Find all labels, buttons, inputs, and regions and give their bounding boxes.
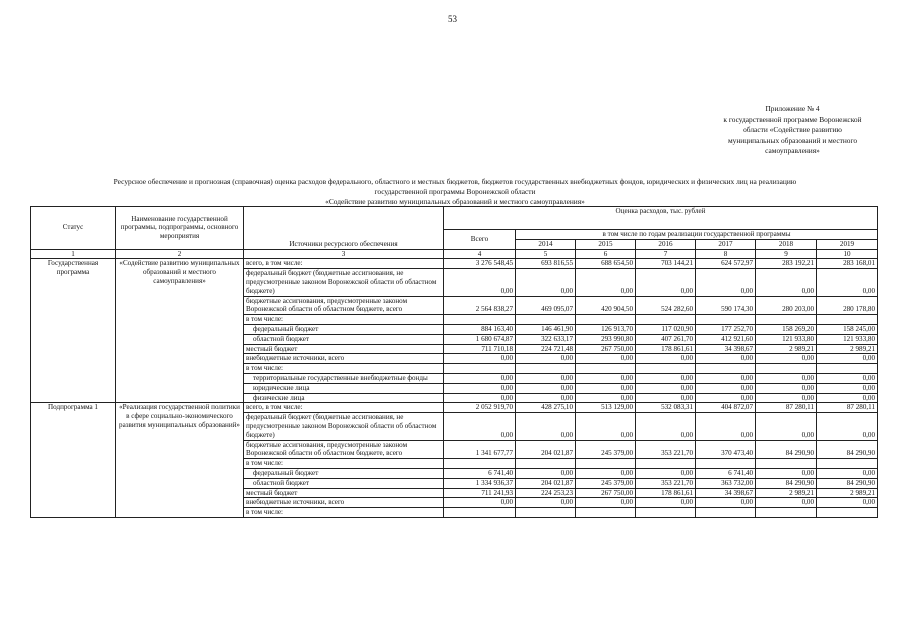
column-number: 9	[756, 249, 817, 259]
value-year: 126 913,70	[576, 324, 636, 334]
value-year: 0,00	[576, 383, 636, 393]
header-total: Всего	[444, 230, 516, 250]
value-year: 370 473,40	[696, 440, 756, 459]
appendix-line: муниципальных образований и местного	[727, 135, 858, 145]
value-year	[636, 459, 696, 469]
value-year: 0,00	[576, 498, 636, 508]
value-year: 0,00	[756, 393, 817, 403]
column-number: 8	[696, 249, 756, 259]
value-year: 2 989,21	[817, 488, 878, 498]
value-year: 0,00	[696, 498, 756, 508]
value-year: 0,00	[516, 498, 576, 508]
source-label: в том числе:	[244, 459, 444, 469]
source-label: федеральный бюджет (бюджетные ассигнования, не предусмотренные законом Воронежской области об областном бюджете)	[244, 269, 444, 296]
value-year: 0,00	[516, 468, 576, 478]
value-year: 0,00	[576, 269, 636, 296]
value-year	[756, 459, 817, 469]
value-year: 0,00	[817, 468, 878, 478]
header-year: 2017	[696, 239, 756, 249]
value-year	[696, 364, 756, 374]
table-row	[31, 403, 878, 413]
value-year: 590 174,30	[696, 296, 756, 315]
value-year: 0,00	[696, 413, 756, 440]
value-year: 412 921,60	[696, 334, 756, 344]
source-label: в том числе:	[244, 364, 444, 374]
value-total: 0,00	[444, 383, 516, 393]
value-year: 0,00	[576, 373, 636, 383]
value-year: 121 933,80	[756, 334, 817, 344]
value-year: 0,00	[817, 393, 878, 403]
value-year: 178 861,61	[636, 344, 696, 354]
value-year: 0,00	[636, 354, 696, 364]
source-label: бюджетные ассигнования, предусмотренные законом Воронежской области об областном бюджете, всего	[244, 296, 444, 315]
value-total	[444, 459, 516, 469]
value-year: 84 290,90	[817, 478, 878, 488]
column-number: 6	[576, 249, 636, 259]
table-body	[31, 259, 878, 518]
value-total: 0,00	[444, 393, 516, 403]
page-number: 53	[448, 14, 457, 24]
value-year: 224 721,48	[516, 344, 576, 354]
value-total: 0,00	[444, 269, 516, 296]
value-year: 624 572,97	[696, 259, 756, 269]
value-year	[576, 364, 636, 374]
value-year: 404 872,07	[696, 403, 756, 413]
source-label: в том числе:	[244, 315, 444, 325]
value-year: 0,00	[636, 468, 696, 478]
appendix-line: самоуправления»	[765, 146, 820, 156]
value-year: 2 989,21	[756, 488, 817, 498]
title-line: Ресурсное обеспечение и прогнозная (справочная) оценка расходов федерального, областного и местных бюджетов, бюджетов государственных внебюджетных фондов, юридических и физических лиц на реализацию	[113, 177, 797, 186]
source-label: в том числе:	[244, 508, 444, 518]
value-year: 0,00	[636, 413, 696, 440]
column-number: 1	[31, 249, 116, 259]
value-year: 0,00	[817, 269, 878, 296]
resource-table	[30, 206, 878, 518]
value-year: 280 203,00	[756, 296, 817, 315]
source-label: юридические лица	[244, 383, 444, 393]
table-row	[31, 259, 878, 269]
value-year: 0,00	[576, 354, 636, 364]
header-estimate: Оценка расходов, тыс. рублей	[444, 207, 878, 230]
value-year: 420 904,50	[576, 296, 636, 315]
value-year: 146 461,90	[516, 324, 576, 334]
value-year: 293 990,80	[576, 334, 636, 344]
source-label: федеральный бюджет	[244, 468, 444, 478]
value-year: 428 275,10	[516, 403, 576, 413]
value-year: 245 379,00	[576, 478, 636, 488]
header-year: 2014	[516, 239, 576, 249]
value-total: 1 334 936,37	[444, 478, 516, 488]
value-year: 0,00	[817, 383, 878, 393]
value-year: 363 732,00	[696, 478, 756, 488]
value-total: 2 564 838,27	[444, 296, 516, 315]
source-label: внебюджетные источники, всего	[244, 498, 444, 508]
value-total: 2 052 919,70	[444, 403, 516, 413]
value-year	[696, 315, 756, 325]
value-year: 688 654,50	[576, 259, 636, 269]
column-number: 3	[244, 249, 444, 259]
value-total: 6 741,40	[444, 468, 516, 478]
header-by-years: в том числе по годам реализации государственной программы	[516, 230, 878, 240]
value-year: 322 633,17	[516, 334, 576, 344]
value-year: 0,00	[576, 468, 636, 478]
value-year	[817, 364, 878, 374]
source-label: физические лица	[244, 393, 444, 403]
value-year: 0,00	[817, 413, 878, 440]
value-year	[817, 315, 878, 325]
value-year	[516, 315, 576, 325]
value-total: 884 163,40	[444, 324, 516, 334]
source-label: местный бюджет	[244, 488, 444, 498]
value-year: 0,00	[756, 373, 817, 383]
value-year: 6 741,40	[696, 468, 756, 478]
value-year: 2 989,21	[756, 344, 817, 354]
title-line: «Содействие развитию муниципальных образований и местного самоуправления»	[325, 197, 585, 206]
section-name: «Реализация государственной политики в сфере социально-экономического развития муниципальных образований»	[116, 403, 244, 518]
appendix-note	[690, 104, 895, 157]
value-year: 283 168,01	[817, 259, 878, 269]
value-total: 0,00	[444, 498, 516, 508]
value-year: 524 282,60	[636, 296, 696, 315]
value-total: 0,00	[444, 354, 516, 364]
value-total: 0,00	[444, 373, 516, 383]
value-year: 469 095,07	[516, 296, 576, 315]
value-year	[696, 508, 756, 518]
value-year: 0,00	[756, 383, 817, 393]
value-total: 0,00	[444, 413, 516, 440]
value-year: 0,00	[817, 354, 878, 364]
value-year: 158 245,00	[817, 324, 878, 334]
value-total: 711 710,18	[444, 344, 516, 354]
section-status: Государственная программа	[31, 259, 116, 403]
section-status: Подпрограмма 1	[31, 403, 116, 518]
header-status: Статус	[31, 207, 116, 250]
value-year: 178 861,61	[636, 488, 696, 498]
value-year: 0,00	[817, 373, 878, 383]
source-label: всего, в том числе:	[244, 259, 444, 269]
value-year: 532 083,31	[636, 403, 696, 413]
value-year: 283 192,21	[756, 259, 817, 269]
source-label: местный бюджет	[244, 344, 444, 354]
value-year: 0,00	[636, 373, 696, 383]
value-year: 117 020,90	[636, 324, 696, 334]
value-year: 0,00	[817, 498, 878, 508]
value-year	[576, 315, 636, 325]
value-year: 0,00	[756, 354, 817, 364]
header-sources: Источники ресурсного обеспечения	[244, 207, 444, 250]
value-year: 0,00	[696, 393, 756, 403]
header-year: 2016	[636, 239, 696, 249]
value-year: 204 021,87	[516, 478, 576, 488]
value-year: 87 280,11	[756, 403, 817, 413]
value-year: 0,00	[516, 373, 576, 383]
value-year: 34 398,67	[696, 488, 756, 498]
value-year: 84 290,90	[817, 440, 878, 459]
value-year: 158 269,20	[756, 324, 817, 334]
column-number: 10	[817, 249, 878, 259]
value-year	[516, 508, 576, 518]
value-year	[696, 459, 756, 469]
value-total: 1 341 677,77	[444, 440, 516, 459]
document-title	[30, 177, 880, 207]
value-year: 87 280,11	[817, 403, 878, 413]
value-year: 513 129,00	[576, 403, 636, 413]
value-year	[817, 459, 878, 469]
value-total	[444, 364, 516, 374]
value-year: 0,00	[636, 383, 696, 393]
source-label: областной бюджет	[244, 478, 444, 488]
header-year: 2018	[756, 239, 817, 249]
source-label: территориальные государственные внебюджетные фонды	[244, 373, 444, 383]
value-year	[576, 508, 636, 518]
source-label: федеральный бюджет (бюджетные ассигнования, не предусмотренные законом Воронежской области об областном бюджете)	[244, 413, 444, 440]
value-year: 0,00	[576, 393, 636, 403]
value-year	[756, 364, 817, 374]
value-year	[636, 508, 696, 518]
value-year: 0,00	[696, 354, 756, 364]
value-year: 224 253,23	[516, 488, 576, 498]
value-year: 280 178,80	[817, 296, 878, 315]
value-year: 245 379,00	[576, 440, 636, 459]
value-year: 693 816,55	[516, 259, 576, 269]
column-number: 7	[636, 249, 696, 259]
value-year: 0,00	[516, 269, 576, 296]
column-number: 5	[516, 249, 576, 259]
source-label: внебюджетные источники, всего	[244, 354, 444, 364]
source-label: федеральный бюджет	[244, 324, 444, 334]
value-year: 204 021,87	[516, 440, 576, 459]
column-number: 2	[116, 249, 244, 259]
value-year: 0,00	[636, 269, 696, 296]
value-year: 407 261,70	[636, 334, 696, 344]
appendix-line: к государственной программе Воронежской	[723, 114, 862, 124]
value-year: 0,00	[756, 269, 817, 296]
source-label: бюджетные ассигнования, предусмотренные законом Воронежской области об областном бюджете, всего	[244, 440, 444, 459]
value-year: 0,00	[516, 383, 576, 393]
value-total: 711 241,93	[444, 488, 516, 498]
value-year: 353 221,70	[636, 440, 696, 459]
value-year: 353 221,70	[636, 478, 696, 488]
title-line: государственной программы Воронежской области	[374, 187, 536, 196]
value-year: 0,00	[516, 354, 576, 364]
value-year	[756, 315, 817, 325]
header-year: 2019	[817, 239, 878, 249]
value-year: 121 933,80	[817, 334, 878, 344]
appendix-line: области «Содействие развитию	[743, 125, 842, 135]
column-number: 4	[444, 249, 516, 259]
section-name: «Содействие развитию муниципальных образований и местного самоуправления»	[116, 259, 244, 403]
value-total: 1 680 674,87	[444, 334, 516, 344]
value-year	[576, 459, 636, 469]
value-year	[756, 508, 817, 518]
value-year: 267 750,00	[576, 344, 636, 354]
value-year: 0,00	[696, 383, 756, 393]
value-year: 177 252,70	[696, 324, 756, 334]
value-total: 3 276 548,45	[444, 259, 516, 269]
value-year: 267 750,00	[576, 488, 636, 498]
value-year: 0,00	[696, 269, 756, 296]
value-year: 84 290,90	[756, 440, 817, 459]
header-name: Наименование государственной программы, подпрограммы, основного мероприятия	[116, 207, 244, 250]
source-label: областной бюджет	[244, 334, 444, 344]
header-year: 2015	[576, 239, 636, 249]
value-year: 0,00	[756, 413, 817, 440]
value-year: 0,00	[756, 498, 817, 508]
value-year	[636, 364, 696, 374]
value-year: 2 989,21	[817, 344, 878, 354]
value-year	[516, 364, 576, 374]
source-label: всего, в том числе:	[244, 403, 444, 413]
value-year: 0,00	[636, 393, 696, 403]
appendix-line: Приложение № 4	[765, 104, 820, 113]
value-year: 84 290,90	[756, 478, 817, 488]
value-year: 703 144,21	[636, 259, 696, 269]
value-year	[636, 315, 696, 325]
value-year	[817, 508, 878, 518]
value-year: 0,00	[756, 468, 817, 478]
value-year: 0,00	[576, 413, 636, 440]
value-year	[516, 459, 576, 469]
value-year: 0,00	[516, 413, 576, 440]
value-year: 0,00	[636, 498, 696, 508]
value-total	[444, 508, 516, 518]
value-year: 0,00	[696, 373, 756, 383]
value-year: 0,00	[516, 393, 576, 403]
value-year: 34 398,67	[696, 344, 756, 354]
value-total	[444, 315, 516, 325]
